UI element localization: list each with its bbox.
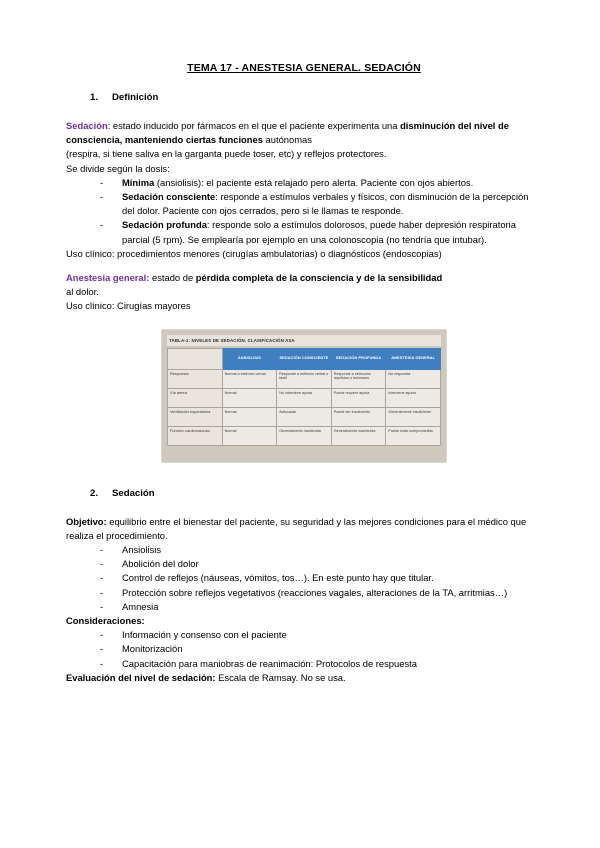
section-label: Definición: [112, 92, 159, 103]
level-term: Sedación consciente: [122, 191, 216, 203]
figure-gap: [66, 462, 542, 488]
table-header-row: [168, 348, 441, 369]
objetivo-paragraph: [66, 515, 542, 543]
list-item: - Capacitación para maniobras de reanimación: Protocolos de respuesta: [96, 657, 542, 671]
consideraciones-heading: Consideraciones:: [66, 615, 145, 627]
column-header-ansiolisis: ANSIOLISIS: [222, 348, 277, 369]
list-item: - Monitorización: [96, 642, 542, 656]
list-item: [96, 176, 542, 190]
list-item: - Abolición del dolor: [96, 557, 542, 571]
paragraph-gap: [66, 261, 542, 271]
objetivo-text: equilibrio entre el bienestar del paciente, su seguridad y las mejores condiciones para el médico que realiza el procedimiento.: [66, 515, 527, 541]
row-header-funcion-cardiovascular: Función cardiovascular: [168, 426, 223, 445]
table-cell: Puede estar comprometida: [386, 426, 441, 445]
uso-clinico-sedacion: Uso clínico: procedimientos menores (cirugías ambulatorias) o diagnósticos (endoscopias): [66, 247, 442, 259]
sedacion-definition-paragraph: [66, 119, 542, 147]
table-cell: Adecuada: [277, 407, 332, 426]
level-term: Mínima: [122, 176, 155, 188]
anestesia-line-2: al dolor.: [66, 286, 99, 298]
anestesia-term: Anestesia general:: [66, 272, 150, 284]
level-text: (ansiolisis): el paciente está relajado pero alerta. Paciente con ojos abiertos.: [154, 176, 474, 188]
table-cell: No interviene ayuda: [277, 388, 332, 407]
sedacion-levels-list: [66, 176, 542, 247]
list-item: [96, 218, 542, 246]
page-title: TEMA 17 - ANESTESIA GENERAL. SEDACIÓN: [187, 62, 421, 74]
section-heading-sedacion: [66, 488, 542, 499]
table-corner-cell: [168, 348, 223, 369]
table-row: [168, 388, 441, 407]
sedacion-term: Sedación: [66, 120, 108, 131]
table-cell: Normal a estímulo verbal: [222, 369, 277, 388]
table-cell: Puede ser insuficiente: [331, 407, 386, 426]
sedacion-line-2: (respira, si tiene saliva en la garganta puede toser, etc) y reflejos protectores.: [66, 148, 387, 160]
table-cell: Normal: [222, 407, 277, 426]
level-term: Sedación profunda: [122, 219, 207, 231]
sedacion-text-b: autónomas: [262, 134, 312, 146]
list-item: [96, 190, 542, 218]
row-header-respuesta: Respuesta: [168, 369, 223, 388]
list-item: - Amnesia: [96, 600, 542, 614]
objetivo-items-list: [66, 543, 542, 614]
list-item: - Control de reflejos (náuseas, vómitos, tos…). En este punto hay que titular.: [96, 571, 542, 585]
table-cell: Puede requerir ayuda: [331, 388, 386, 407]
table-cell: Generalmente mantenida: [331, 426, 386, 445]
column-header-anestesia-general: ANESTESIA GENERAL: [386, 348, 441, 369]
table-row: [168, 426, 441, 445]
sedacion-emphasis: disminución del nivel de consciencia, manteniendo ciertas funciones: [66, 120, 509, 146]
evaluacion-paragraph: [66, 671, 542, 685]
anestesia-emphasis: pérdida completa de la consciencia y de la sensibilidad: [195, 272, 443, 284]
table-cell: Generalmente mantenida: [277, 426, 332, 445]
sedacion-line-3: Se divide según la dosis:: [66, 162, 170, 174]
figure-caption: TABLA-1: NIVELES DE SEDACIÓN. CLASIFICACIÓN ASA: [167, 335, 441, 346]
figure-container: [66, 330, 542, 462]
table-body: [168, 369, 441, 445]
section-number: 2.: [90, 487, 99, 499]
anestesia-text-a: estado de: [149, 272, 196, 284]
section-heading-definicion: [66, 92, 542, 103]
anestesia-general-paragraph: [66, 271, 542, 285]
column-header-sedacion-consciente: SEDACIÓN CONSCIENTE: [277, 348, 332, 369]
level-text: : responde a estímulos verbales y físicos, con disminución de la percepción del dolor. Paciente con ojos cerrados, pero si le llamas te responde.: [122, 191, 529, 217]
table-cell: Interviene ayuda: [386, 388, 441, 407]
table-cell: Generalmente insuficiente: [386, 407, 441, 426]
level-text: : responde solo a estímulos dolorosos, puede haber depresión respiratoria parcial (5 rpm). Se emplearía por ejemplo en una colonoscopia (no tendría que intubar).: [122, 219, 516, 245]
section-label: Sedación: [112, 487, 155, 499]
uso-clinico-anestesia: Uso clínico: Cirugías mayores: [66, 300, 191, 312]
table-cell: Responde a estímulos repetidos o dolorosos: [331, 369, 386, 388]
asa-table-figure: [162, 330, 446, 462]
row-header-via-aerea: Vía aérea: [168, 388, 223, 407]
asa-classification-table: [167, 348, 441, 446]
list-item: - Ansiolisis: [96, 543, 542, 557]
section-number: 1.: [90, 92, 99, 103]
table-cell: Responde a estímulo verbal o táctil: [277, 369, 332, 388]
table-head: [168, 348, 441, 369]
table-row: [168, 407, 441, 426]
list-item: - Información y consenso con el paciente: [96, 628, 542, 642]
column-header-sedacion-profunda: SEDACIÓN PROFUNDA: [331, 348, 386, 369]
sedacion-text-a: : estado inducido por fármacos en el que el paciente experimenta una: [107, 120, 401, 131]
list-item: - Protección sobre reflejos vegetativos (reacciones vagales, alteraciones de la TA, arritmias…): [96, 586, 542, 600]
consideraciones-label: [66, 614, 542, 628]
consideraciones-items-list: [66, 628, 542, 671]
row-header-ventilacion-espontanea: Ventilación espontánea: [168, 407, 223, 426]
table-cell: Normal: [222, 388, 277, 407]
table-cell: No respuesta: [386, 369, 441, 388]
evaluacion-text: Escala de Ramsay. No se usa.: [215, 671, 346, 683]
table-row: [168, 369, 441, 388]
objetivo-label: Objetivo:: [66, 515, 107, 527]
table-cell: Normal: [222, 426, 277, 445]
evaluacion-label: Evaluación del nivel de sedación:: [66, 671, 216, 683]
